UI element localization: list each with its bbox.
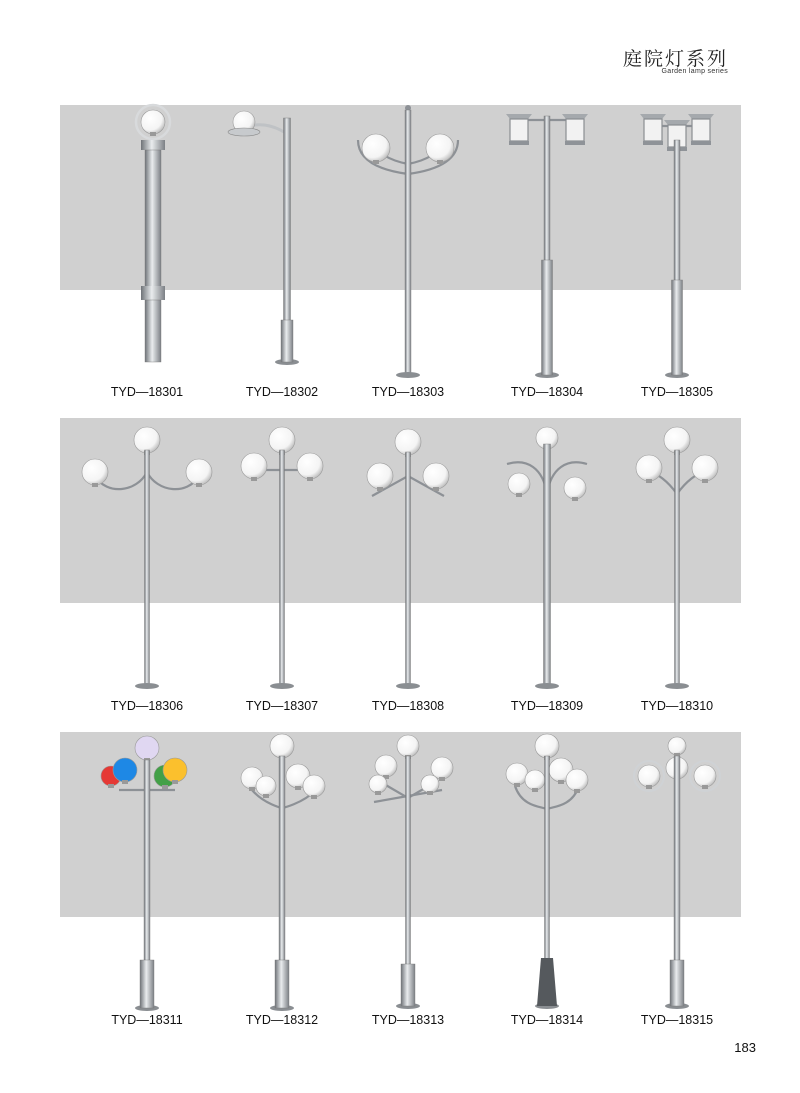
globe-holder xyxy=(439,777,445,781)
globe-holder xyxy=(150,132,156,136)
globe-holder xyxy=(646,785,652,789)
product-code: TYD—18308 xyxy=(371,699,445,713)
page-number: 183 xyxy=(734,1040,756,1055)
globe-holder xyxy=(162,785,168,789)
lamp-product xyxy=(479,414,615,704)
pole-base xyxy=(270,683,294,689)
lamp-illustration xyxy=(479,100,615,390)
globe-holder xyxy=(427,791,433,795)
globe-lamp xyxy=(668,737,686,755)
globe-lamp xyxy=(375,755,397,777)
pole-base xyxy=(135,683,159,689)
product-code: TYD—18305 xyxy=(640,385,714,399)
globe-lamp xyxy=(141,110,165,134)
globe-holder xyxy=(532,788,538,792)
lantern-body xyxy=(692,119,710,141)
pole-collar xyxy=(141,140,165,150)
globe-lamp xyxy=(367,463,393,489)
lantern-bottom xyxy=(643,141,663,145)
pole-base-column xyxy=(537,958,557,1006)
lamp-product xyxy=(214,100,350,390)
pole-collar xyxy=(141,286,165,300)
lamp-illustration xyxy=(79,100,215,390)
product-code: TYD—18302 xyxy=(245,385,319,399)
product-code: TYD—18312 xyxy=(245,1013,319,1027)
globe-lamp xyxy=(421,775,439,793)
globe-lamp xyxy=(566,769,588,791)
globe-lamp xyxy=(186,459,212,485)
lamp-illustration xyxy=(609,414,745,704)
lamp-illustration xyxy=(479,728,615,1018)
lantern-bottom xyxy=(691,141,711,145)
globe-holder xyxy=(295,786,301,790)
lamp-product xyxy=(340,414,476,704)
pole-base-column xyxy=(281,320,293,362)
pole-base-column xyxy=(145,300,161,362)
pole-base xyxy=(535,683,559,689)
header-title: 庭院灯系列 xyxy=(622,48,728,70)
product-code: TYD—18303 xyxy=(371,385,445,399)
globe-holder xyxy=(702,479,708,483)
pole-base-column xyxy=(672,280,683,375)
globe-lamp xyxy=(506,763,528,785)
globe-holder xyxy=(251,477,257,481)
lamp-illustration xyxy=(479,414,615,704)
pole-base xyxy=(396,683,420,689)
globe-lamp xyxy=(270,734,294,758)
globe-holder xyxy=(574,789,580,793)
globe-holder xyxy=(572,497,578,501)
lamp-product xyxy=(340,100,476,390)
globe-lamp xyxy=(423,463,449,489)
globe-lamp xyxy=(297,453,323,479)
lamp-illustration xyxy=(214,728,350,1018)
lamp-illustration xyxy=(609,100,745,390)
lantern-cap xyxy=(640,114,666,119)
globe-holder xyxy=(196,483,202,487)
pole-base-column xyxy=(140,960,154,1008)
lantern-cap xyxy=(506,114,532,119)
globe-holder xyxy=(702,785,708,789)
globe-holder xyxy=(263,794,269,798)
product-code: TYD—18306 xyxy=(110,699,184,713)
globe-holder xyxy=(373,160,379,164)
product-code: TYD—18315 xyxy=(640,1013,714,1027)
pole-shaft xyxy=(280,450,285,686)
lamp-illustration xyxy=(214,414,350,704)
product-code: TYD—18313 xyxy=(371,1013,445,1027)
lamp-product xyxy=(609,414,745,704)
product-code: TYD—18304 xyxy=(510,385,584,399)
lamp-product xyxy=(609,100,745,390)
product-code: TYD—18301 xyxy=(110,385,184,399)
pole-shaft xyxy=(145,450,150,686)
lantern-bottom xyxy=(565,141,585,145)
pole-base-column xyxy=(670,960,684,1006)
globe-holder xyxy=(646,479,652,483)
globe-holder xyxy=(307,477,313,481)
globe-holder xyxy=(558,780,564,784)
lantern-body xyxy=(510,119,528,141)
globe-lamp xyxy=(369,775,387,793)
lamp-illustration xyxy=(340,414,476,704)
lamp-product xyxy=(214,414,350,704)
lamp-product xyxy=(79,414,215,704)
globe-lamp xyxy=(134,427,160,453)
globe-lamp xyxy=(303,775,325,797)
pole-shaft xyxy=(406,452,411,686)
globe-holder xyxy=(433,487,439,491)
globe-lamp xyxy=(636,455,662,481)
globe-lamp xyxy=(397,735,419,757)
globe-lamp xyxy=(508,473,530,495)
globe-holder xyxy=(122,780,128,784)
globe-lamp xyxy=(535,734,559,758)
product-code: TYD—18311 xyxy=(111,1013,183,1027)
globe-lamp xyxy=(664,427,690,453)
product-code: TYD—18309 xyxy=(510,699,584,713)
lantern-cap xyxy=(562,114,588,119)
lamp-product xyxy=(479,100,615,390)
lantern-cap xyxy=(664,120,690,125)
product-code: TYD—18307 xyxy=(245,699,319,713)
globe-holder xyxy=(437,160,443,164)
lamp-shade xyxy=(228,128,260,136)
lamp-illustration xyxy=(214,100,350,390)
globe-lamp xyxy=(163,758,187,782)
globe-lamp xyxy=(362,134,390,162)
pole-base-column xyxy=(542,260,553,375)
lamp-product xyxy=(479,728,615,1018)
globe-lamp xyxy=(269,427,295,453)
pole-base-column xyxy=(401,964,415,1006)
globe-holder xyxy=(311,795,317,799)
globe-lamp xyxy=(135,736,159,760)
lamp-illustration xyxy=(609,728,745,1018)
globe-holder xyxy=(172,780,178,784)
globe-holder xyxy=(108,784,114,788)
globe-holder xyxy=(377,487,383,491)
globe-lamp xyxy=(525,770,545,790)
lamp-arm xyxy=(515,786,547,810)
globe-lamp xyxy=(564,477,586,499)
globe-lamp xyxy=(256,776,276,796)
pole-shaft xyxy=(544,444,551,686)
pole-base-column xyxy=(275,960,289,1008)
lamp-illustration xyxy=(79,414,215,704)
globe-lamp xyxy=(431,757,453,779)
globe-lamp xyxy=(113,758,137,782)
lamp-illustration xyxy=(79,728,215,1018)
lamp-product xyxy=(214,728,350,1018)
globe-lamp xyxy=(426,134,454,162)
pole-shaft xyxy=(405,110,411,375)
globe-lamp xyxy=(692,455,718,481)
lamp-product xyxy=(340,728,476,1018)
lantern-cap xyxy=(688,114,714,119)
lamp-illustration xyxy=(340,728,476,1018)
globe-holder xyxy=(514,783,520,787)
pole-base xyxy=(396,372,420,378)
globe-lamp xyxy=(694,765,716,787)
lamp-product xyxy=(609,728,745,1018)
lantern-body xyxy=(566,119,584,141)
lamp-product xyxy=(79,728,215,1018)
lamp-illustration xyxy=(340,100,476,390)
globe-lamp xyxy=(82,459,108,485)
globe-lamp xyxy=(241,453,267,479)
globe-lamp xyxy=(395,429,421,455)
pole-shaft xyxy=(145,150,161,290)
product-code: TYD—18310 xyxy=(640,699,714,713)
product-code: TYD—18314 xyxy=(510,1013,584,1027)
globe-lamp xyxy=(638,765,660,787)
globe-holder xyxy=(249,787,255,791)
lantern-bottom xyxy=(509,141,529,145)
lantern-body xyxy=(644,119,662,141)
globe-holder xyxy=(516,493,522,497)
globe-holder xyxy=(92,483,98,487)
header-subtitle: Garden lamp series xyxy=(661,68,728,75)
pole-base xyxy=(665,683,689,689)
lamp-product xyxy=(79,100,215,390)
globe-holder xyxy=(375,791,381,795)
pole-shaft xyxy=(675,450,680,686)
